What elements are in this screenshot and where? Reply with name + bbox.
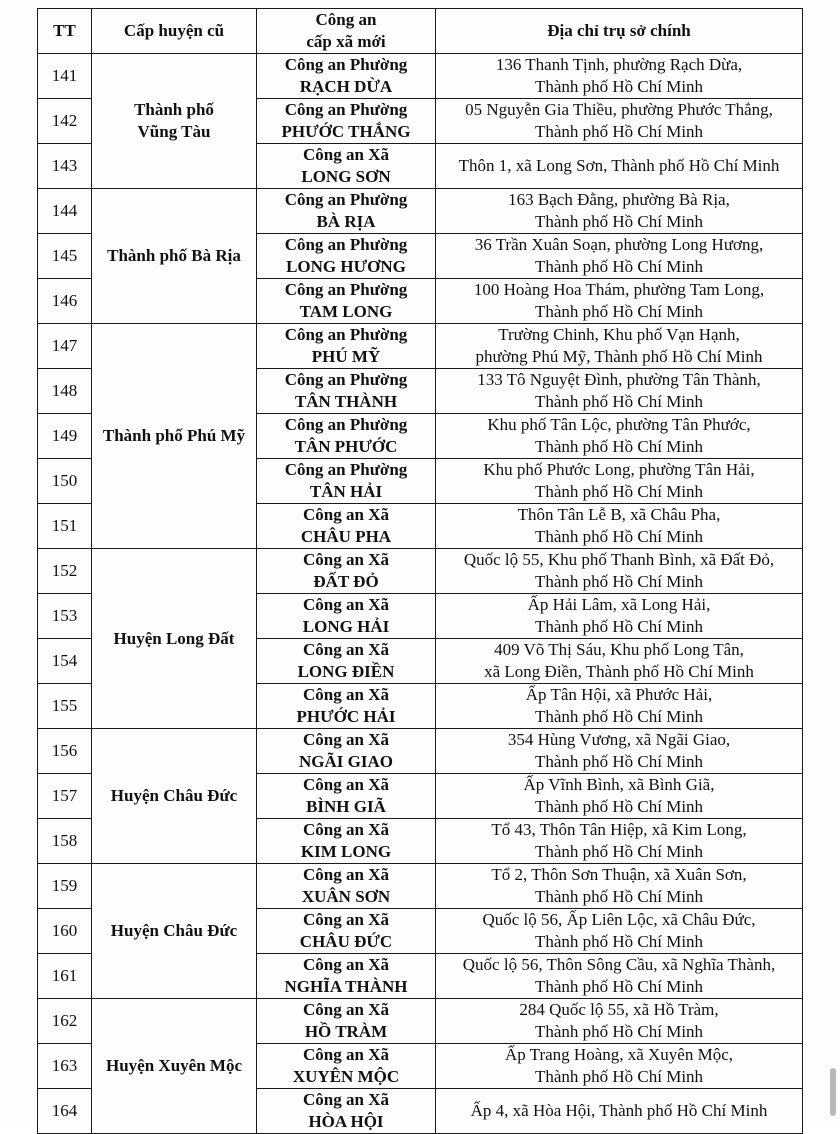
address-line: Thành phố Hồ Chí Minh — [534, 1067, 704, 1086]
new-commune-police-cell — [257, 324, 436, 369]
table-row — [38, 999, 803, 1044]
address-line: xã Long Điền, Thành phố Hồ Chí Minh — [484, 662, 754, 681]
headquarters-address-cell — [436, 594, 803, 639]
address-line: Thành phố Hồ Chí Minh — [534, 257, 704, 276]
police-unit-name: TAM LONG — [299, 302, 393, 321]
address-line: Thành phố Hồ Chí Minh — [534, 977, 704, 996]
police-unit-type: Công an Xã — [303, 685, 389, 704]
address-line: 163 Bạch Đằng, phường Bà Rịa, — [508, 190, 730, 209]
police-unit-name: BÌNH GIÃ — [306, 797, 386, 816]
address-line: Ấp Hải Lâm, xã Long Hải, — [527, 595, 711, 614]
police-unit-type: Công an Phường — [284, 325, 408, 344]
address-line: Thành phố Hồ Chí Minh — [534, 482, 704, 501]
headquarters-address-cell — [436, 864, 803, 909]
address-line: Thành phố Hồ Chí Minh — [534, 887, 704, 906]
address-line: Khu phố Tân Lộc, phường Tân Phước, — [487, 415, 751, 434]
table-row — [38, 549, 803, 594]
police-unit-type: Công an Phường — [284, 190, 408, 209]
new-commune-police-cell — [257, 414, 436, 459]
row-number: 162 — [38, 999, 92, 1044]
scrollbar-thumb[interactable] — [830, 1068, 836, 1116]
police-unit-name: PHƯỚC HẢI — [296, 707, 396, 726]
row-number: 141 — [38, 54, 92, 99]
address-line: Tổ 43, Thôn Tân Hiệp, xã Kim Long, — [491, 820, 747, 839]
new-commune-police-cell — [257, 909, 436, 954]
table-row — [38, 729, 803, 774]
row-number: 143 — [38, 144, 92, 189]
police-unit-name: ĐẤT ĐỎ — [313, 572, 379, 591]
police-unit-type: Công an Phường — [284, 235, 408, 254]
new-commune-police-cell — [257, 774, 436, 819]
address-line: Ấp Trang Hoàng, xã Xuyên Mộc, — [504, 1045, 734, 1064]
table-body — [38, 54, 803, 1134]
address-line: phường Phú Mỹ, Thành phố Hồ Chí Minh — [475, 347, 763, 366]
headquarters-address-cell — [436, 234, 803, 279]
police-unit-type: Công an Xã — [303, 730, 389, 749]
headquarters-address-cell — [436, 774, 803, 819]
row-number: 156 — [38, 729, 92, 774]
row-number: 164 — [38, 1089, 92, 1134]
address-line: Quốc lộ 55, Khu phố Thanh Bình, xã Đất Đỏ, — [463, 550, 775, 569]
old-district-name: Thành phố Phú Mỹ — [102, 426, 246, 445]
police-unit-type: Công an Xã — [303, 550, 389, 569]
police-unit-name: LONG HƯƠNG — [286, 257, 406, 276]
header-unit-line2: cấp xã mới — [306, 32, 386, 51]
row-number: 160 — [38, 909, 92, 954]
old-district-name: Thành phố — [134, 100, 214, 119]
row-number: 161 — [38, 954, 92, 999]
address-line: Thành phố Hồ Chí Minh — [534, 932, 704, 951]
headquarters-address-cell — [436, 1044, 803, 1089]
address-line: 05 Nguyễn Gia Thiều, phường Phước Thắng, — [465, 100, 773, 119]
new-commune-police-cell — [257, 819, 436, 864]
police-unit-type: Công an Xã — [303, 595, 389, 614]
police-unit-type: Công an Xã — [303, 1045, 389, 1064]
table-row — [38, 864, 803, 909]
new-commune-police-cell — [257, 954, 436, 999]
row-number: 155 — [38, 684, 92, 729]
address-line: 409 Võ Thị Sáu, Khu phố Long Tân, — [494, 640, 744, 659]
old-district-cell — [92, 864, 257, 999]
police-unit-type: Công an Xã — [303, 640, 389, 659]
police-unit-name: XUÂN SƠN — [301, 887, 391, 906]
address-line: Quốc lộ 56, Thôn Sông Cầu, xã Nghĩa Thành, — [462, 955, 776, 974]
headquarters-address-cell — [436, 144, 803, 189]
row-number: 150 — [38, 459, 92, 504]
old-district-cell — [92, 54, 257, 189]
address-line: Thành phố Hồ Chí Minh — [534, 527, 704, 546]
old-district-name: Huyện Xuyên Mộc — [106, 1056, 242, 1075]
police-unit-name: XUYÊN MỘC — [292, 1067, 400, 1086]
police-unit-type: Công an Phường — [284, 280, 408, 299]
row-number: 151 — [38, 504, 92, 549]
old-district-cell — [92, 999, 257, 1134]
address-line: Thành phố Hồ Chí Minh — [534, 437, 704, 456]
row-number: 152 — [38, 549, 92, 594]
header-district: Cấp huyện cũ — [92, 9, 257, 54]
police-unit-type: Công an Xã — [303, 955, 389, 974]
police-unit-name: PHÚ MỸ — [311, 347, 381, 366]
headquarters-address-cell — [436, 819, 803, 864]
new-commune-police-cell — [257, 279, 436, 324]
row-number: 153 — [38, 594, 92, 639]
old-district-name: Vũng Tàu — [137, 122, 211, 141]
police-unit-type: Công an Xã — [303, 910, 389, 929]
row-number: 154 — [38, 639, 92, 684]
address-line: Thành phố Hồ Chí Minh — [534, 572, 704, 591]
address-line: 136 Thanh Tịnh, phường Rạch Dừa, — [495, 55, 743, 74]
police-unit-name: NGHĨA THÀNH — [284, 977, 408, 996]
row-number: 144 — [38, 189, 92, 234]
police-unit-type: Công an Xã — [303, 1000, 389, 1019]
table-row — [38, 324, 803, 369]
address-line: 36 Trần Xuân Soạn, phường Long Hương, — [474, 235, 764, 254]
address-line: Thôn 1, xã Long Sơn, Thành phố Hồ Chí Minh — [458, 156, 780, 175]
address-line: 100 Hoàng Hoa Thám, phường Tam Long, — [473, 280, 765, 299]
row-number: 158 — [38, 819, 92, 864]
new-commune-police-cell — [257, 1089, 436, 1134]
police-unit-type: Công an Phường — [284, 370, 408, 389]
new-commune-police-cell — [257, 549, 436, 594]
table-row — [38, 54, 803, 99]
address-line: Khu phố Phước Long, phường Tân Hải, — [483, 460, 755, 479]
headquarters-address-cell — [436, 684, 803, 729]
address-line: 354 Hùng Vương, xã Ngãi Giao, — [507, 730, 731, 749]
row-number: 145 — [38, 234, 92, 279]
header-address: Địa chỉ trụ sở chính — [436, 9, 803, 54]
old-district-cell — [92, 729, 257, 864]
new-commune-police-cell — [257, 369, 436, 414]
row-number: 159 — [38, 864, 92, 909]
row-number: 147 — [38, 324, 92, 369]
headquarters-address-cell — [436, 549, 803, 594]
police-unit-name: CHÂU PHA — [300, 527, 392, 546]
police-unit-name: NGÃI GIAO — [299, 752, 393, 771]
address-line: Thành phố Hồ Chí Minh — [534, 842, 704, 861]
row-number: 163 — [38, 1044, 92, 1089]
new-commune-police-cell — [257, 189, 436, 234]
header-unit — [257, 9, 436, 54]
police-unit-type: Công an Xã — [303, 145, 389, 164]
new-commune-police-cell — [257, 144, 436, 189]
address-line: Thành phố Hồ Chí Minh — [534, 302, 704, 321]
police-unit-type: Công an Xã — [303, 505, 389, 524]
address-line: Quốc lộ 56, Ấp Liên Lộc, xã Châu Đức, — [482, 910, 756, 929]
police-unit-name: PHƯỚC THẮNG — [281, 122, 411, 141]
new-commune-police-cell — [257, 684, 436, 729]
police-unit-name: BÀ RỊA — [316, 212, 376, 231]
old-district-name: Huyện Châu Đức — [110, 786, 238, 805]
address-line: 133 Tô Nguyệt Đình, phường Tân Thành, — [477, 370, 761, 389]
police-unit-name: KIM LONG — [300, 842, 392, 861]
headquarters-address-cell — [436, 954, 803, 999]
row-number: 148 — [38, 369, 92, 414]
headquarters-address-cell — [436, 414, 803, 459]
table-row — [38, 189, 803, 234]
address-line: Trường Chinh, Khu phố Vạn Hạnh, — [498, 325, 740, 344]
police-unit-name: RẠCH DỪA — [299, 77, 393, 96]
old-district-name: Huyện Châu Đức — [110, 921, 238, 940]
address-line: Thôn Tân Lễ B, xã Châu Pha, — [517, 505, 721, 524]
address-line: Ấp Tân Hội, xã Phước Hải, — [525, 685, 713, 704]
old-district-name: Huyện Long Đất — [113, 628, 235, 648]
row-number: 146 — [38, 279, 92, 324]
headquarters-address-cell — [436, 279, 803, 324]
address-line: Thành phố Hồ Chí Minh — [534, 707, 704, 726]
header-unit-line1: Công an — [315, 10, 377, 29]
new-commune-police-cell — [257, 594, 436, 639]
police-unit-name: LONG ĐIỀN — [297, 662, 395, 681]
police-unit-name: CHÂU ĐỨC — [299, 932, 393, 951]
headquarters-address-cell — [436, 324, 803, 369]
headquarters-address-cell — [436, 729, 803, 774]
police-unit-name: TÂN PHƯỚC — [294, 437, 398, 456]
headquarters-address-cell — [436, 999, 803, 1044]
new-commune-police-cell — [257, 234, 436, 279]
headquarters-address-cell — [436, 369, 803, 414]
new-commune-police-cell — [257, 729, 436, 774]
address-line: Thành phố Hồ Chí Minh — [534, 617, 704, 636]
headquarters-address-cell — [436, 189, 803, 234]
police-unit-name: HỒ TRÀM — [304, 1022, 388, 1041]
headquarters-address-cell — [436, 1089, 803, 1134]
address-line: Thành phố Hồ Chí Minh — [534, 392, 704, 411]
police-unit-type: Công an Xã — [303, 865, 389, 884]
headquarters-address-cell — [436, 639, 803, 684]
address-line: Ấp 4, xã Hòa Hội, Thành phố Hồ Chí Minh — [470, 1101, 768, 1120]
police-unit-type: Công an Xã — [303, 775, 389, 794]
address-line: Thành phố Hồ Chí Minh — [534, 77, 704, 96]
new-commune-police-cell — [257, 504, 436, 549]
headquarters-address-cell — [436, 54, 803, 99]
new-commune-police-cell — [257, 1044, 436, 1089]
new-commune-police-cell — [257, 54, 436, 99]
address-line: Thành phố Hồ Chí Minh — [534, 122, 704, 141]
headquarters-address-cell — [436, 909, 803, 954]
police-unit-type: Công an Phường — [284, 100, 408, 119]
police-unit-type: Công an Xã — [303, 1090, 389, 1109]
police-unit-type: Công an Phường — [284, 460, 408, 479]
police-unit-name: HÒA HỘI — [308, 1112, 384, 1131]
old-district-cell — [92, 324, 257, 549]
police-unit-type: Công an Xã — [303, 820, 389, 839]
row-number: 142 — [38, 99, 92, 144]
old-district-cell — [92, 189, 257, 324]
address-line: Thành phố Hồ Chí Minh — [534, 1022, 704, 1041]
new-commune-police-cell — [257, 639, 436, 684]
address-line: Thành phố Hồ Chí Minh — [534, 797, 704, 816]
old-district-name: Thành phố Bà Rịa — [107, 246, 241, 265]
address-line: Thành phố Hồ Chí Minh — [534, 212, 704, 231]
address-line: Ấp Vĩnh Bình, xã Bình Giã, — [523, 775, 715, 794]
police-unit-name: TÂN HẢI — [309, 482, 383, 501]
police-station-table — [37, 8, 803, 1134]
police-unit-type: Công an Phường — [284, 415, 408, 434]
address-line: 284 Quốc lộ 55, xã Hồ Tràm, — [519, 1000, 719, 1019]
police-unit-name: LONG HẢI — [302, 617, 390, 636]
new-commune-police-cell — [257, 999, 436, 1044]
table-header-row — [38, 9, 803, 54]
header-tt: TT — [38, 9, 92, 54]
new-commune-police-cell — [257, 99, 436, 144]
headquarters-address-cell — [436, 459, 803, 504]
police-unit-name: LONG SƠN — [301, 167, 391, 186]
old-district-cell — [92, 549, 257, 729]
headquarters-address-cell — [436, 99, 803, 144]
headquarters-address-cell — [436, 504, 803, 549]
address-line: Thành phố Hồ Chí Minh — [534, 752, 704, 771]
police-unit-name: TÂN THÀNH — [294, 392, 398, 411]
new-commune-police-cell — [257, 459, 436, 504]
new-commune-police-cell — [257, 864, 436, 909]
address-line: Tổ 2, Thôn Sơn Thuận, xã Xuân Sơn, — [491, 865, 747, 884]
police-unit-type: Công an Phường — [284, 55, 408, 74]
row-number: 157 — [38, 774, 92, 819]
row-number: 149 — [38, 414, 92, 459]
